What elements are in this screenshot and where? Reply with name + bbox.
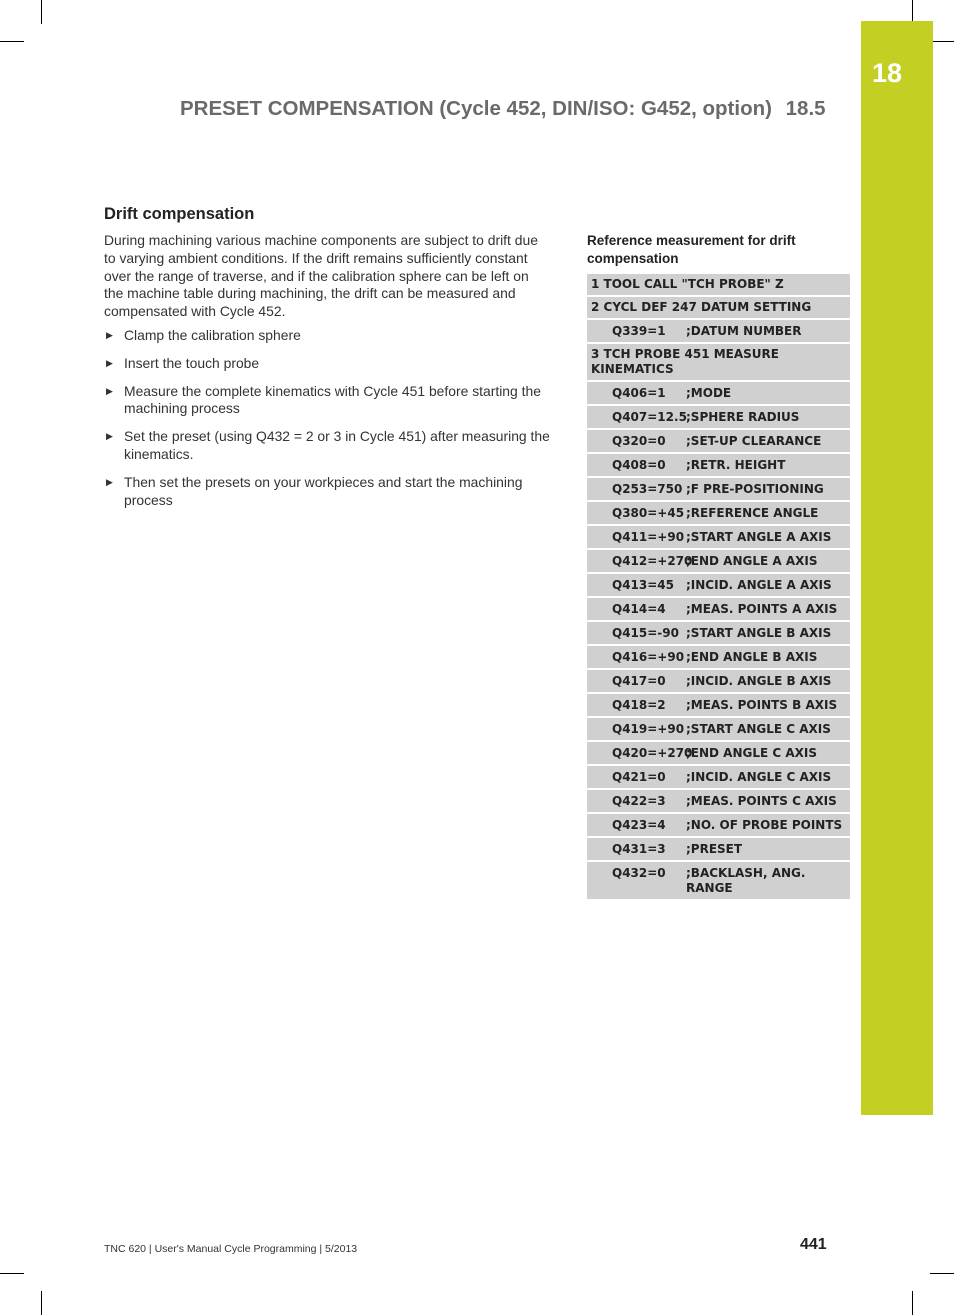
running-header [180, 97, 828, 121]
list-item [104, 355, 550, 373]
list-item-text: Then set the presets on your workpieces and start the machining process [124, 473, 523, 508]
list-item-text: Set the preset (using Q432 = 2 or 3 in Cycle 451) after measuring the kinematics. [124, 428, 550, 462]
crop-mark [41, 1291, 42, 1315]
code-param-line [587, 320, 850, 344]
param-comment: ;INCID. ANGLE C AXIS [686, 770, 832, 784]
code-param-line [587, 430, 850, 454]
param-value: Q431=3 [612, 842, 666, 856]
crop-mark [912, 1291, 913, 1315]
param-value: Q422=3 [612, 794, 666, 808]
param-comment: ;MEAS. POINTS B AXIS [686, 698, 838, 712]
code-param-line [587, 766, 850, 790]
list-item [104, 383, 550, 419]
triangle-right-icon: ▶ [106, 385, 113, 396]
triangle-right-icon: ▶ [106, 357, 113, 368]
crop-mark [930, 41, 954, 42]
triangle-right-icon: ▶ [106, 476, 113, 487]
param-comment: ;DATUM NUMBER [686, 324, 802, 338]
code-param-line [587, 406, 850, 430]
param-value: Q432=0 [612, 866, 666, 880]
header-title: PRESET COMPENSATION (Cycle 452, DIN/ISO: G452, option) [180, 97, 772, 120]
list-item [104, 327, 550, 345]
param-value: Q320=0 [612, 434, 666, 448]
param-comment: ;BACKLASH, ANG. RANGE [686, 866, 806, 895]
param-comment: ;MODE [686, 386, 732, 400]
code-param-line [587, 382, 850, 406]
param-comment: ;START ANGLE C AXIS [686, 722, 831, 736]
step-list [104, 327, 550, 519]
param-comment: ;SPHERE RADIUS [686, 410, 800, 424]
param-comment: ;INCID. ANGLE A AXIS [686, 578, 832, 592]
code-param-line [587, 694, 850, 718]
param-value: Q415=-90 [612, 626, 679, 640]
footer-text: TNC 620 | User's Manual Cycle Programming | 5/2013 [104, 1243, 358, 1255]
param-comment: ;INCID. ANGLE B AXIS [686, 674, 832, 688]
intro-paragraph: During machining various machine components are subject to drift due to varying ambient conditions. If the drift remains sufficiently constant over the range of traverse, and if the calibration sphere can be left on the machine table during machining, the drift can be measured and compensated with Cycle 452. [104, 232, 538, 320]
param-comment: ;START ANGLE A AXIS [686, 530, 832, 544]
code-param-line [587, 454, 850, 478]
param-comment: ;END ANGLE A AXIS [686, 554, 818, 568]
list-item-text: Clamp the calibration sphere [124, 327, 301, 343]
crop-mark [0, 41, 24, 42]
param-value: Q419=+90 [612, 722, 685, 736]
code-param-line [587, 862, 850, 901]
chapter-tab [861, 21, 933, 1115]
code-param-line [587, 478, 850, 502]
param-value: Q420=+270 [612, 746, 693, 760]
list-item [104, 474, 550, 510]
param-comment: ;END ANGLE C AXIS [686, 746, 818, 760]
nc-program-block [587, 274, 850, 901]
crop-mark [930, 1273, 954, 1274]
param-value: Q416=+90 [612, 650, 685, 664]
param-comment: ;PRESET [686, 842, 743, 856]
param-comment: ;NO. OF PROBE POINTS [686, 818, 843, 832]
param-value: Q417=0 [612, 674, 666, 688]
param-comment: ;RETR. HEIGHT [686, 458, 786, 472]
code-line [587, 274, 850, 297]
triangle-right-icon: ▶ [106, 330, 113, 340]
param-value: Q408=0 [612, 458, 666, 472]
list-item-text: Measure the complete kinematics with Cycle 451 before starting the machining process [124, 382, 541, 417]
code-param-line [587, 598, 850, 622]
code-param-line [587, 742, 850, 766]
param-comment: ;START ANGLE B AXIS [686, 626, 832, 640]
code-param-line [587, 790, 850, 814]
triangle-right-icon: ▶ [106, 431, 113, 442]
param-value: Q411=+90 [612, 530, 685, 544]
param-comment: ;F PRE-POSITIONING [686, 482, 824, 496]
param-value: Q407=12.5 [612, 410, 687, 424]
param-value: Q412=+270 [612, 554, 693, 568]
code-param-line [587, 550, 850, 574]
list-item [104, 428, 550, 464]
param-value: Q406=1 [612, 386, 666, 400]
code-param-line [587, 838, 850, 862]
code-param-line [587, 814, 850, 838]
param-value: Q380=+45 [612, 506, 685, 520]
param-comment: ;SET-UP CLEARANCE [686, 434, 822, 448]
chapter-number: 18 [871, 58, 903, 88]
code-param-line [587, 502, 850, 526]
page-number: 441 [800, 1236, 827, 1253]
code-text: 3 TCH PROBE 451 MEASURE KINEMATICS [591, 347, 779, 376]
param-comment: ;MEAS. POINTS A AXIS [686, 602, 838, 616]
param-value: Q413=45 [612, 578, 675, 592]
code-param-line [587, 622, 850, 646]
param-comment: ;MEAS. POINTS C AXIS [686, 794, 837, 808]
code-param-line [587, 574, 850, 598]
code-text: 2 CYCL DEF 247 DATUM SETTING [591, 300, 812, 314]
param-value: Q414=4 [612, 602, 666, 616]
param-value: Q253=750 [612, 482, 683, 496]
crop-mark [0, 1273, 24, 1274]
code-param-line [587, 670, 850, 694]
code-param-line [587, 718, 850, 742]
code-param-line [587, 646, 850, 670]
crop-mark [41, 0, 42, 24]
code-text: 1 TOOL CALL "TCH PROBE" Z [591, 277, 784, 291]
code-line [587, 344, 850, 382]
list-item-text: Insert the touch probe [124, 354, 260, 371]
code-line [587, 297, 850, 320]
reference-caption: Reference measurement for drift compensation [587, 233, 796, 266]
section-heading: Drift compensation [104, 205, 255, 223]
param-value: Q339=1 [612, 324, 666, 338]
param-value: Q423=4 [612, 818, 666, 832]
header-section-number: 18.5 [785, 97, 826, 120]
code-param-line [587, 526, 850, 550]
param-value: Q418=2 [612, 698, 666, 712]
param-comment: ;REFERENCE ANGLE [686, 506, 819, 520]
param-comment: ;END ANGLE B AXIS [686, 650, 818, 664]
param-value: Q421=0 [612, 770, 666, 784]
